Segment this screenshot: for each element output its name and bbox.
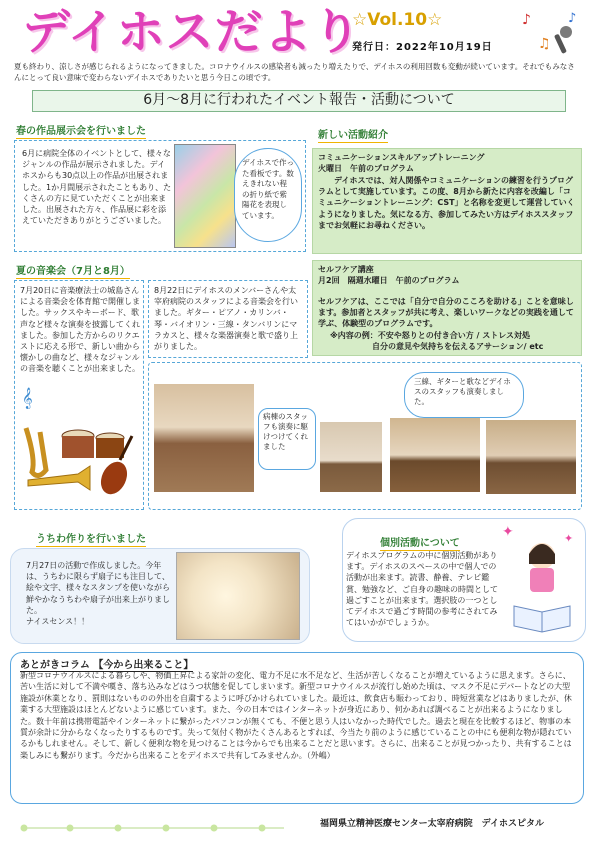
individual-text: デイホスプログラムの中に個別活動があります。デイホスのスペースの中で個人での活動が出来ます。読書、静養、テレビ鑑賞、勉強など、ご自身の趣味の時間として過ごすことが出来ます。選択肢の一つとしてデイホスで過ごす時間の参考にされてみてはいかがでしょうか。 <box>346 551 498 628</box>
selfcare-contents-1: ※内容の例：不安や怒りとの付き合い方 / ストレス対処 <box>330 331 531 340</box>
concert-left-text: 7月20日に音楽療法士の城島さんによる音楽会を体育館で開催しました。サックスやキーボード、歌声など様々な演奏を披露してくれました。参加した方からのリクエストに応える形で、新しい曲から懐かしの曲など、様々なジャンルの音楽を聴くことが出来ました。 <box>20 286 140 374</box>
cst-schedule: 火曜日 午前のプログラム <box>318 164 414 173</box>
uchiwa-text: 7月27日の活動で作成しました。今年は、うちわに限らず扇子にも注目して、絵や文字、様々なスタンプを使いながら鮮やかなうちわや扇子が出来上がりました。 <box>26 561 170 615</box>
sparkle-icon: ✦ <box>502 524 514 540</box>
svg-text:♫: ♫ <box>538 36 551 52</box>
concert-heading: 夏の音楽会（7月と8月） <box>16 262 130 279</box>
svg-text:♪: ♪ <box>522 12 531 28</box>
section-banner: 6月～8月に行われたイベント報告・活動について <box>32 90 566 112</box>
exhibition-text: 6月に病院全体のイベントとして、様々なジャンルの作品が展示されました。デイホスからも30点以上の作品が出展されました。1か月間展示されたこともあり、たくさんの方に見ていただくことが出来ました。出展された方々、作品展に彩を添えていただきありがとうございました。 <box>22 149 172 226</box>
staff-bubble-text: 病棟のスタッフも演奏に駆けつけてくれました <box>263 412 308 451</box>
drums-icon <box>62 430 124 458</box>
concert-photo-2 <box>320 422 382 492</box>
new-activity-heading: 新しい活動紹介 <box>318 126 388 143</box>
cst-title: コミュニケーションスキルアップトレーニング <box>318 153 485 162</box>
selfcare-contents-2: 自分の意見や気持ちを伝えるアサーション/ etc <box>372 342 544 351</box>
treble-clef-icon: 𝄞 <box>22 388 33 409</box>
individual-heading: 個別活動について <box>380 534 460 551</box>
concert-photo-4 <box>486 420 576 494</box>
column-text: 新型コロナウイルスによる暮らしや、物価上昇による家計の変化、電力不足に水不足など、生活が苦しくなることが増えているように思えます。さらに、苦い生活に対して不満や嘆き、落ち込みなどはうつ状態を促してしまいます。新型コロナウイルスが流行し始めた頃は、マスク不足にデパートなどの大型施設が休業となり、罰則はないものの外出を自粛するように呼びかけられていました。最近は、飲食店も賑わっており、時短営業などはありましたが、休業する大型施設はほとんどないように感じています。また、今の日本ではインターネットが身近にあり、何かあれば調べることが出来るようになりました。数十年前は携帯電話やインターネットに繋がったパソコンが無くても、不便と思う人はいなかった時代でした。過去と現在を比較するほど、物事の本質が余計に分からなくなったりするものです。失って気付く物がたくさんあるとすれば、今当たり前のように感じていることの中にも便利な物が隠れているかもしれません。そして、新しく便利な物を見つけることは今からでも出来ることだと思います。さらに、出来ることが見つかったり、共有することは楽しみにも繋がります。今だから出来ることをデイホスで共有してみませんか。（外嶋） <box>20 671 572 760</box>
exhibition-heading: 春の作品展示会を行いました <box>16 122 146 139</box>
svg-text:✦: ✦ <box>564 532 574 545</box>
concert-photo-3 <box>390 418 480 492</box>
signboard-bubble-text: デイホスで作った看板です。数えきれない程の折り紙で紫陽花を表現しています。 <box>242 158 294 220</box>
selfcare-title: セルフケア講座 <box>318 265 374 274</box>
concert-right-text: 8月22日にデイホスのメンバーさんや太宰府病院のスタッフによる音楽会を行いました。ギター・ピアノ・カリンバ・琴・バイオリン・三線・タンバリンにマラカスと、様々な楽器演奏と歌で盛り上がりました。 <box>154 286 298 352</box>
microphone-icon <box>554 26 572 54</box>
svg-text:♪: ♪ <box>568 11 577 26</box>
issue-date: 発行日：2022年10月19日 <box>352 42 493 53</box>
column-heading: あとがきコラム 【今から出来ること】 <box>20 656 193 672</box>
cst-body: デイホスでは、対人関係やコミュニケーションの練習を行うプログラムとして実施しています。この度、8月から新たに内容を改編し「コミュニケーショントレーニング：CST」と名称を変更して運営していくようになりました。気になる方、参加してみたい方はデイホススタッフまでお気軽にお尋ねください。 <box>318 176 575 230</box>
selfcare-body: セルフケアは、ここでは「自分で自分のこころを助ける」ことを意味します。参加者とスタッフが共に考え、楽しいワークなどの実践を通して学ぶ、体験型のプログラムです。 <box>318 297 574 329</box>
footer-dots <box>18 818 288 828</box>
exhibition-photo <box>174 144 236 248</box>
footer-org: 福岡県立精神医療センター太宰府病院 デイホスピタル <box>320 819 545 829</box>
selfcare-schedule: 月2回 隔週水曜日 午前のプログラム <box>318 276 460 285</box>
girl-reading-icon <box>500 520 584 636</box>
music-notes-icon <box>520 8 586 58</box>
concert-photo-1 <box>154 384 254 492</box>
instruments-illustration <box>20 408 136 498</box>
intro-text: 夏も終わり、涼しさが感じられるようになってきました。コロナウイルスの感染者も減ったり増えたりで、デイホスの利用回数も変動が続いています。それでもみなさんにとって良い意味で変わらないデイホスでありたいと思う今日この頃です。 <box>14 62 575 82</box>
uchiwa-heading: うちわ作りを行いました <box>36 530 146 547</box>
volume-label: ☆Vol.10☆ <box>352 10 443 30</box>
uchiwa-cheer: ナイスセンス！！ <box>26 617 90 626</box>
saxophone-icon <box>26 428 46 476</box>
uchiwa-photo <box>176 552 300 640</box>
newsletter-title: デイホスだより <box>22 4 362 60</box>
open-book-icon <box>514 606 570 632</box>
sanshin-bubble-text: 三線、ギターと歌などデイホスのスタッフも演奏しました。 <box>414 377 511 406</box>
